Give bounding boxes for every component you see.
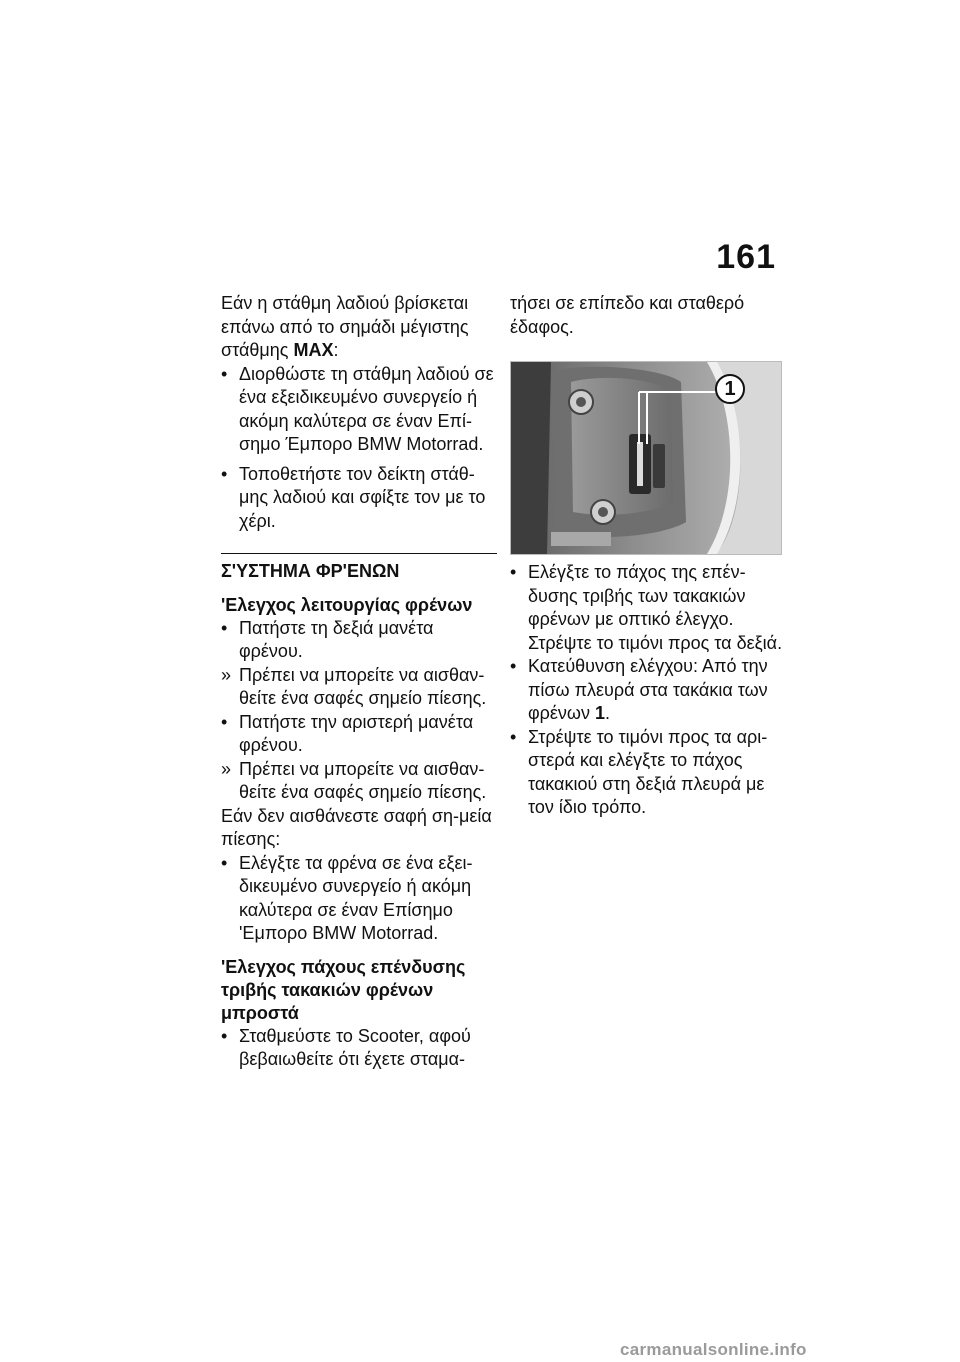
oil-level-paragraph: Εάν η στάθμη λαδιού βρίσκεται επάνω από το σημάδι μέγιστης στάθμης MAX: bbox=[221, 293, 469, 360]
continued-text: τήσει σε επίπεδο και σταθερό έδαφος. bbox=[510, 293, 745, 337]
page-number: 161 bbox=[716, 238, 776, 276]
bullet-item: • Ελέγξτε τα φρένα σε ένα εξει-δικευμένο συνεργείο ή ακόμη καλύτερα σε έναν Επίσημο 'Εμπορο BMW Motorrad. bbox=[221, 852, 473, 943]
bullet-item: • Σταθμεύστε το Scooter, αφού βεβαιωθείτε ότι έχετε σταμα- bbox=[221, 1025, 471, 1069]
right-column bbox=[510, 292, 785, 820]
result-item: » Πρέπει να μπορείτε να αισθαν-θείτε ένα σαφές σημείο πίεσης. bbox=[221, 664, 487, 708]
subsection-title: 'Ελεγχος λειτουργίας φρένων bbox=[221, 594, 473, 615]
result-item: » Πρέπει να μπορείτε να αισθαν-θείτε ένα σαφές σημείο πίεσης. bbox=[221, 758, 487, 802]
left-column bbox=[221, 292, 497, 1072]
bullet-item: • Πατήστε την αριστερή μανέτα φρένου. bbox=[221, 711, 474, 755]
section-title: Σ'ΥΣΤΗΜΑ ΦΡ'ΕΝΩΝ bbox=[221, 553, 497, 584]
subsection-title: 'Ελεγχος πάχους επένδυσης τριβής τακακιών φρένων μπροστά bbox=[221, 956, 466, 1023]
watermark: carmanualsonline.info bbox=[620, 1340, 807, 1359]
condition-paragraph: Εάν δεν αισθάνεστε σαφή ση-μεία πίεσης: bbox=[221, 805, 492, 849]
callout-marker: 1 bbox=[715, 374, 745, 404]
bullet-item: • Τοποθετήστε τον δείκτη στάθ-μης λαδιού και σφίξτε τον με το χέρι. bbox=[221, 463, 486, 531]
bullet-item: • Διορθώστε τη στάθμη λαδιού σε ένα εξειδικευμένο συνεργείο ή ακόμη καλύτερα σε έναν Επί-σημο Έμπορο BMW Motorrad. bbox=[221, 363, 494, 454]
bullet-item: • Στρέψτε το τιμόνι προς τα αρι-στερά και ελέγξτε το πάχος τακακιού στη δεξιά πλευρά με τον ίδιο τρόπο. bbox=[510, 726, 768, 817]
bullet-item: • Πατήστε τη δεξιά μανέτα φρένου. bbox=[221, 617, 434, 661]
bullet-item: • Κατεύθυνση ελέγχου: Από την πίσω πλευρά στα τακάκια των φρένων 1. bbox=[510, 656, 768, 723]
brake-pad-photo bbox=[510, 361, 782, 555]
bullet-item: • Ελέγξτε το πάχος της επέν-δυσης τριβής των τακακιών φρένων με οπτικό έλεγχο. Στρέψτε το τιμόνι προς τα δεξιά. bbox=[510, 562, 783, 653]
